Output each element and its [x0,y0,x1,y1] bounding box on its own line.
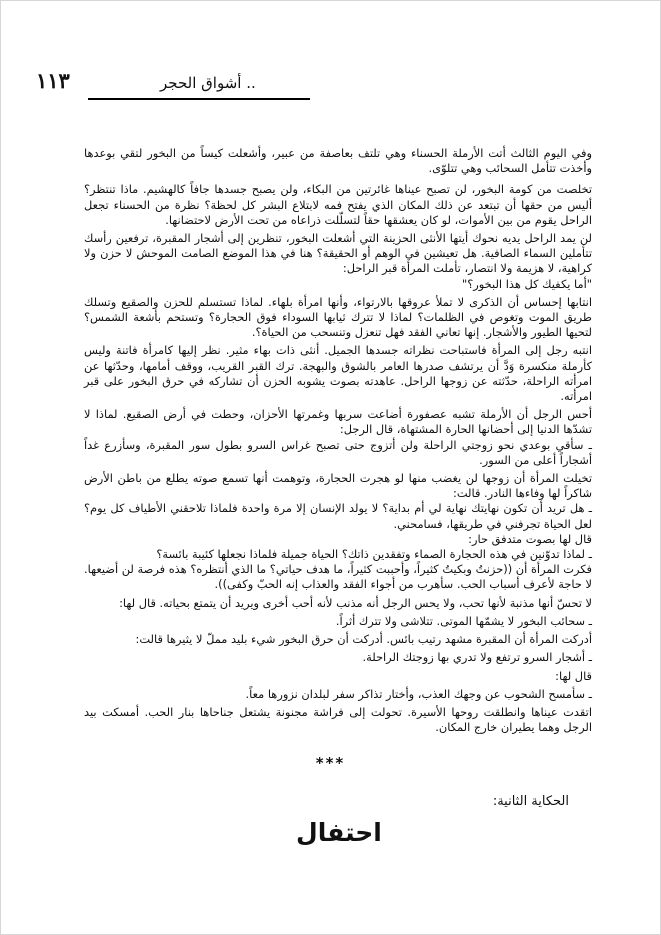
page-header [0,0,661,110]
section-separator: *** [315,754,346,772]
paragraph: أدركت المرأة أن المقبرة مشهد رتيب بائس. أدركت أن حرق البخور شيء بليد مملّ لا يثيرها قالت: [135,632,592,647]
quote-line: "أما يكفيك كل هذا البخور؟" [461,276,592,291]
dialogue-line: ـ سأقي بوعدي نحو زوجتي الراحلة ولن أتزوج حتى تصبح غراس السرو بطول سور المقبرة، وسأزرع غداً أشجاراً أعلى من السور. [84,437,592,467]
paragraph: أحس الرجل أن الأرملة تشبه عصفورة أضاعت سربها وغمرتها الأحزان، وحطت في أرض الصقيع. لماذا لا تشدّها الدنيا إلى أحضانها الحارة المشتهاة، قال الرجل: [84,407,592,437]
dialogue-line: ـ أشجار السرو ترتفع ولا تدري بها زوجتك الراحلة. [362,650,592,665]
paragraph: تخلصت من كومة البخور، لن تصبح عيناها غائرتين من البكاء، ولن يصبح جسدها جافاً كالهشيم. ماذا تنتظر؟ أليس من حقها أن تبتعد عن ذلك المكان الذي يفتح فمه لابتلاع البشر كل لحظة؟ نظرة من الحسناء تجعل الراحل يقوم من بين الأموات، لو كان يعشقها حقاً لتسلّلت ذراعاه من تحت الأرض لاحتضانها. [84,182,592,227]
paragraph: انتبه رجل إلى المرأة فاستباحت نظراته جسدها الجميل. أنثى ذات بهاء مثير. نظر إليها كامرأة فاتنة وليس كأرملة منكسرة وَدَّ أن يرتشف صدرها العامر بالشوق والبهجة. ترك القبر القريب، ووقف أمامها، وحدّثها عن امرأته الراحلة، حدّثته عن زوجها الراحل. عاهدته بصوت يشوبه الحزن أن تشاركه في حرق البخور على قبر امرأته. [84,343,592,404]
paragraph: لا تحسّ أنها مذنبة لأنها تحب، ولا يحس الرجل أنه مذنب لأنه أحب أخرى ويريد أن يتمتع بحياته. قال لها: [119,595,592,610]
running-title: أشواق الحجر .. [160,74,256,92]
paragraph: لن يمد الراحل يديه نحوك أيتها الأنثى الحزينة التي أشعلت البخور، تنظرين إلى أشجار المقبرة، ترفعين رأسك تتأملين السماء الصافية. هل تعيشين في الوهم أو الحقيقة؟ هنا في هذا الموضع الصامت الموحش لا حزن ولا كراهية، لا هزيمة ولا انتصار، تأملت المرأة قبر الراحل: [84,231,592,276]
next-story-title: احتفال [296,818,382,847]
paragraph: اتقدت عيناها وانطلقت روحها الأسيرة. تحولت إلى فراشة مجنونة يشتعل جناحاها بنار الحب. أمسكت بيد الرجل وهما يطيران خارج المكان. [84,704,592,735]
dialogue-line: ـ سأمسح الشحوب عن وجهك العذب، وأختار تذاكر سفر لبلدان نزورها معاً. [245,686,592,701]
header-rule [88,98,310,100]
paragraph: تخيلت المرأة أن زوجها لن يغضب منها لو هجرت الحجارة، وتوهمت أنها تسمع صوته يطلع من باطن الأرض شاكراً لها وفاءها النادر. قالت: [84,471,592,501]
dialogue-line: ـ لماذا تدوّنين في هذه الحجارة الصماء وتفقدين ذاتك؟ الحياة جميلة فلماذا نجعلها كئيبة بائسة؟ [156,547,592,562]
dialogue-line: ـ هل تريد أن تكون نهايتك نهاية لي أم بداية؟ لا يولد الإنسان إلا مرة واحدة فلماذا تلاحقني الأطياف كل يوم؟ لعل الحياة تجرفني في طريقها، فسامحني. [84,501,592,531]
paragraph: وفي اليوم الثالث أتت الأرملة الحسناء وهي تلتف بعاصفة من عبير، وأشعلت كيساً من البخور لتقي بوعدها وأخذت تتأمل السحائب وهي تتلوّى. [84,146,592,176]
page-number: ١١٣ [36,68,70,93]
dialogue-intro: قال لها بصوت متدفق حار: [468,531,592,546]
paragraph: انتابها إحساس أن الذكرى لا تملأ عروقها بالارتواء، وأنها امرأة بلهاء. لماذا تستسلم للحزن والصقيع وتسلك طريق الموت وتغوص في الظلمات؟ لماذا لا تترك ثيابها السوداء فوق الحجارة؟ وتستحم بأشعة الشمس؟ لتحيها الطيور والأشجار. إنها تعاني الفقد فهل تنعزل وتنسحب من الحياة؟. [84,294,592,340]
dialogue-intro: قال لها: [555,668,592,683]
next-story-label: الحكاية الثانية: [492,794,569,809]
paragraph: فكرت المرأة أن ((حزنتُ وبكيتُ كثيراً، وأحببت كثيراً، ما هدف حياتي؟ ما الذي أنتظره؟ هذه فرصة لن أضيعها. لا حاجة لأعرف أسباب الحب. سأهرب من أجواء الفقد والعذاب إنه الحبّ وكفى)). [84,562,592,592]
story-body [84,146,592,735]
dialogue-line: ـ سحائب البخور لا يشمّها الموتى. تتلاشى ولا تترك أثراً. [335,613,592,628]
